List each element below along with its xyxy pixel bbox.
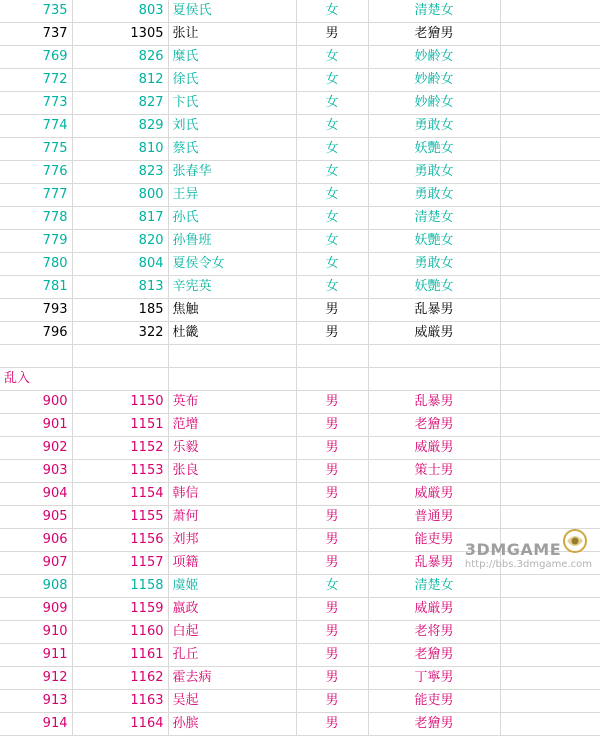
cell-sex[interactable]: 男: [296, 414, 368, 437]
cell-trait[interactable]: 妖艷女: [368, 276, 500, 299]
table-row[interactable]: [0, 115, 600, 138]
cell-trait[interactable]: [368, 345, 500, 368]
cell-trait[interactable]: 妙齢女: [368, 92, 500, 115]
cell-name[interactable]: 虞姬: [168, 575, 296, 598]
cell-number[interactable]: 820: [72, 230, 168, 253]
cell-blank[interactable]: [500, 46, 600, 69]
cell-blank[interactable]: [500, 253, 600, 276]
cell-id[interactable]: 793: [0, 299, 72, 322]
cell-blank[interactable]: [500, 621, 600, 644]
cell-number[interactable]: 1152: [72, 437, 168, 460]
cell-sex[interactable]: 女: [296, 184, 368, 207]
cell-trait[interactable]: 能吏男: [368, 529, 500, 552]
cell-trait[interactable]: 妙齢女: [368, 69, 500, 92]
watermark-sub: http://bbs.3dmgame.com: [464, 559, 592, 570]
table-row[interactable]: [0, 184, 600, 207]
cell-name[interactable]: 王异: [168, 184, 296, 207]
cell-id[interactable]: 906: [0, 529, 72, 552]
cell-id[interactable]: 913: [0, 690, 72, 713]
cell-blank[interactable]: [500, 230, 600, 253]
cell-number[interactable]: 1153: [72, 460, 168, 483]
cell-blank[interactable]: [500, 552, 600, 575]
cell-blank[interactable]: [500, 92, 600, 115]
cell-id[interactable]: 912: [0, 667, 72, 690]
cell-number[interactable]: [72, 368, 168, 391]
table-row[interactable]: [0, 69, 600, 92]
cell-blank[interactable]: [500, 299, 600, 322]
cell-name[interactable]: 蔡氏: [168, 138, 296, 161]
cell-trait[interactable]: 乱暴男: [368, 299, 500, 322]
cell-name[interactable]: 韩信: [168, 483, 296, 506]
cell-sex[interactable]: 男: [296, 299, 368, 322]
cell-number[interactable]: 1157: [72, 552, 168, 575]
cell-trait[interactable]: 策士男: [368, 460, 500, 483]
cell-id[interactable]: 772: [0, 69, 72, 92]
watermark-text: 3DMGAME: [464, 540, 562, 559]
cell-blank[interactable]: [500, 138, 600, 161]
cell-number[interactable]: 810: [72, 138, 168, 161]
cell-number[interactable]: 823: [72, 161, 168, 184]
cell-name[interactable]: 卞氏: [168, 92, 296, 115]
cell-id[interactable]: 901: [0, 414, 72, 437]
cell-name[interactable]: 孙氏: [168, 207, 296, 230]
cell-trait[interactable]: 老将男: [368, 621, 500, 644]
cell-blank[interactable]: [500, 391, 600, 414]
cell-name[interactable]: 孙鲁班: [168, 230, 296, 253]
cell-sex[interactable]: 男: [296, 598, 368, 621]
cell-sex[interactable]: 女: [296, 207, 368, 230]
cell-sex[interactable]: 女: [296, 69, 368, 92]
cell-blank[interactable]: [500, 322, 600, 345]
cell-name[interactable]: 孙膑: [168, 713, 296, 736]
cell-number[interactable]: 1156: [72, 529, 168, 552]
cell-blank[interactable]: [500, 207, 600, 230]
cell-name[interactable]: 乐毅: [168, 437, 296, 460]
table-row[interactable]: [0, 0, 600, 23]
table-row[interactable]: [0, 253, 600, 276]
cell-id[interactable]: 781: [0, 276, 72, 299]
cell-id[interactable]: 779: [0, 230, 72, 253]
cell-sex[interactable]: [296, 345, 368, 368]
cell-name[interactable]: 张让: [168, 23, 296, 46]
table-row[interactable]: [0, 713, 600, 736]
table-row[interactable]: [0, 207, 600, 230]
table-row[interactable]: [0, 437, 600, 460]
cell-id[interactable]: 775: [0, 138, 72, 161]
cell-blank[interactable]: [500, 161, 600, 184]
cell-id[interactable]: 905: [0, 506, 72, 529]
cell-number[interactable]: 1151: [72, 414, 168, 437]
cell-trait[interactable]: 威厳男: [368, 598, 500, 621]
cell-number[interactable]: 812: [72, 69, 168, 92]
cell-sex[interactable]: 男: [296, 552, 368, 575]
cell-trait[interactable]: 老獪男: [368, 414, 500, 437]
cell-id[interactable]: 911: [0, 644, 72, 667]
cell-blank[interactable]: [500, 713, 600, 736]
cell-trait[interactable]: 威厳男: [368, 322, 500, 345]
cell-name[interactable]: [168, 368, 296, 391]
cell-sex[interactable]: 男: [296, 23, 368, 46]
cell-sex[interactable]: 男: [296, 460, 368, 483]
table-row[interactable]: [0, 161, 600, 184]
cell-sex[interactable]: [296, 368, 368, 391]
table-row[interactable]: [0, 598, 600, 621]
table-row[interactable]: [0, 92, 600, 115]
table-row[interactable]: [0, 483, 600, 506]
cell-sex[interactable]: 女: [296, 253, 368, 276]
cell-id[interactable]: 774: [0, 115, 72, 138]
cell-name[interactable]: 刘邦: [168, 529, 296, 552]
cell-name[interactable]: 霍去病: [168, 667, 296, 690]
cell-name[interactable]: 张良: [168, 460, 296, 483]
cell-sex[interactable]: 女: [296, 575, 368, 598]
cell-blank[interactable]: [500, 575, 600, 598]
table-row[interactable]: [0, 414, 600, 437]
cell-id[interactable]: 769: [0, 46, 72, 69]
cell-id[interactable]: 902: [0, 437, 72, 460]
cell-name[interactable]: 辛宪英: [168, 276, 296, 299]
cell-id[interactable]: 910: [0, 621, 72, 644]
cell-name[interactable]: 英布: [168, 391, 296, 414]
cell-trait[interactable]: 威厳男: [368, 483, 500, 506]
cell-number[interactable]: 817: [72, 207, 168, 230]
cell-number[interactable]: 1159: [72, 598, 168, 621]
table-row[interactable]: [0, 621, 600, 644]
table-row[interactable]: [0, 552, 600, 575]
cell-number[interactable]: 827: [72, 92, 168, 115]
cell-trait[interactable]: 威厳男: [368, 437, 500, 460]
cell-trait[interactable]: 乱暴男: [368, 391, 500, 414]
cell-name[interactable]: 张春华: [168, 161, 296, 184]
cell-id[interactable]: 796: [0, 322, 72, 345]
cell-id[interactable]: 737: [0, 23, 72, 46]
cell-number[interactable]: 1164: [72, 713, 168, 736]
cell-number[interactable]: 1154: [72, 483, 168, 506]
cell-trait[interactable]: 勇敢女: [368, 161, 500, 184]
cell-number[interactable]: 804: [72, 253, 168, 276]
table-row[interactable]: [0, 690, 600, 713]
cell-trait[interactable]: 妙齢女: [368, 46, 500, 69]
table-row[interactable]: [0, 575, 600, 598]
cell-trait[interactable]: 妖艷女: [368, 138, 500, 161]
cell-blank[interactable]: [500, 506, 600, 529]
cell-id[interactable]: 903: [0, 460, 72, 483]
cell-number[interactable]: 1158: [72, 575, 168, 598]
cell-sex[interactable]: 女: [296, 230, 368, 253]
cell-trait[interactable]: [368, 368, 500, 391]
cell-sex[interactable]: 男: [296, 529, 368, 552]
cell-trait[interactable]: 清楚女: [368, 207, 500, 230]
cell-id[interactable]: 907: [0, 552, 72, 575]
cell-sex[interactable]: 女: [296, 138, 368, 161]
cell-blank[interactable]: [500, 483, 600, 506]
table-row[interactable]: [0, 23, 600, 46]
table-row[interactable]: [0, 391, 600, 414]
cell-trait[interactable]: 老獪男: [368, 713, 500, 736]
cell-id[interactable]: 900: [0, 391, 72, 414]
cell-blank[interactable]: [500, 437, 600, 460]
cell-blank[interactable]: [500, 115, 600, 138]
cell-trait[interactable]: 妖艷女: [368, 230, 500, 253]
cell-number[interactable]: 800: [72, 184, 168, 207]
table-row[interactable]: [0, 368, 600, 391]
table-row[interactable]: [0, 644, 600, 667]
cell-blank[interactable]: [500, 184, 600, 207]
cell-name[interactable]: [168, 345, 296, 368]
cell-blank[interactable]: [500, 414, 600, 437]
cell-blank[interactable]: [500, 345, 600, 368]
cell-name[interactable]: 焦触: [168, 299, 296, 322]
cell-name[interactable]: 糜氏: [168, 46, 296, 69]
table-row[interactable]: [0, 138, 600, 161]
cell-trait[interactable]: 清楚女: [368, 575, 500, 598]
table-row[interactable]: [0, 299, 600, 322]
cell-number[interactable]: 829: [72, 115, 168, 138]
table-row[interactable]: [0, 529, 600, 552]
table-row[interactable]: [0, 506, 600, 529]
cell-number[interactable]: 803: [72, 0, 168, 23]
cell-id[interactable]: [0, 345, 72, 368]
cell-trait[interactable]: 勇敢女: [368, 115, 500, 138]
cell-id[interactable]: 780: [0, 253, 72, 276]
cell-name[interactable]: 徐氏: [168, 69, 296, 92]
cell-name[interactable]: 嬴政: [168, 598, 296, 621]
cell-sex[interactable]: 男: [296, 483, 368, 506]
cell-sex[interactable]: 女: [296, 161, 368, 184]
cell-id[interactable]: 914: [0, 713, 72, 736]
cell-name[interactable]: 杜畿: [168, 322, 296, 345]
cell-id[interactable]: 909: [0, 598, 72, 621]
cell-sex[interactable]: 男: [296, 506, 368, 529]
cell-trait[interactable]: 丁寧男: [368, 667, 500, 690]
cell-sex[interactable]: 女: [296, 115, 368, 138]
cell-name[interactable]: 白起: [168, 621, 296, 644]
cell-blank[interactable]: [500, 598, 600, 621]
cell-name[interactable]: 吴起: [168, 690, 296, 713]
cell-number[interactable]: 1305: [72, 23, 168, 46]
cell-number[interactable]: 826: [72, 46, 168, 69]
cell-number[interactable]: 1150: [72, 391, 168, 414]
cell-sex[interactable]: 女: [296, 92, 368, 115]
cell-id[interactable]: 778: [0, 207, 72, 230]
cell-trait[interactable]: 勇敢女: [368, 184, 500, 207]
table-row[interactable]: [0, 230, 600, 253]
cell-id[interactable]: 777: [0, 184, 72, 207]
cell-sex[interactable]: 男: [296, 437, 368, 460]
cell-sex[interactable]: 男: [296, 690, 368, 713]
cell-sex[interactable]: 男: [296, 644, 368, 667]
table-row[interactable]: [0, 46, 600, 69]
cell-blank[interactable]: [500, 69, 600, 92]
cell-id[interactable]: 908: [0, 575, 72, 598]
cell-trait[interactable]: 清楚女: [368, 0, 500, 23]
cell-trait[interactable]: 乱暴男: [368, 552, 500, 575]
cell-number[interactable]: 1163: [72, 690, 168, 713]
cell-sex[interactable]: 男: [296, 667, 368, 690]
cell-trait[interactable]: 能吏男: [368, 690, 500, 713]
cell-blank[interactable]: [500, 23, 600, 46]
cell-number[interactable]: 1160: [72, 621, 168, 644]
cell-id[interactable]: 乱入: [0, 368, 72, 391]
cell-blank[interactable]: [500, 0, 600, 23]
cell-id[interactable]: 904: [0, 483, 72, 506]
table-row[interactable]: [0, 460, 600, 483]
cell-name[interactable]: 项籍: [168, 552, 296, 575]
cell-sex[interactable]: 男: [296, 713, 368, 736]
cell-blank[interactable]: [500, 644, 600, 667]
cell-name[interactable]: 范增: [168, 414, 296, 437]
cell-number[interactable]: 1162: [72, 667, 168, 690]
cell-sex[interactable]: 男: [296, 322, 368, 345]
cell-trait[interactable]: 勇敢女: [368, 253, 500, 276]
cell-number[interactable]: [72, 345, 168, 368]
cell-name[interactable]: 孔丘: [168, 644, 296, 667]
cell-trait[interactable]: 老獪男: [368, 644, 500, 667]
cell-sex[interactable]: 女: [296, 276, 368, 299]
cell-number[interactable]: 322: [72, 322, 168, 345]
cell-name[interactable]: 夏侯令女: [168, 253, 296, 276]
cell-id[interactable]: 735: [0, 0, 72, 23]
cell-sex[interactable]: 女: [296, 0, 368, 23]
cell-id[interactable]: 776: [0, 161, 72, 184]
cell-number[interactable]: 1155: [72, 506, 168, 529]
cell-number[interactable]: 1161: [72, 644, 168, 667]
cell-sex[interactable]: 男: [296, 621, 368, 644]
cell-sex[interactable]: 女: [296, 46, 368, 69]
cell-trait[interactable]: 老獪男: [368, 23, 500, 46]
cell-sex[interactable]: 男: [296, 391, 368, 414]
cell-id[interactable]: 773: [0, 92, 72, 115]
cell-blank[interactable]: [500, 529, 600, 552]
cell-trait[interactable]: 普通男: [368, 506, 500, 529]
cell-name[interactable]: 萧何: [168, 506, 296, 529]
cell-blank[interactable]: [500, 276, 600, 299]
table-row[interactable]: [0, 322, 600, 345]
table-row[interactable]: [0, 667, 600, 690]
cell-blank[interactable]: [500, 368, 600, 391]
table-row[interactable]: [0, 276, 600, 299]
cell-number[interactable]: 813: [72, 276, 168, 299]
cell-number[interactable]: 185: [72, 299, 168, 322]
cell-blank[interactable]: [500, 460, 600, 483]
cell-blank[interactable]: [500, 690, 600, 713]
table-row[interactable]: [0, 345, 600, 368]
cell-name[interactable]: 刘氏: [168, 115, 296, 138]
cell-name[interactable]: 夏侯氏: [168, 0, 296, 23]
cell-blank[interactable]: [500, 667, 600, 690]
